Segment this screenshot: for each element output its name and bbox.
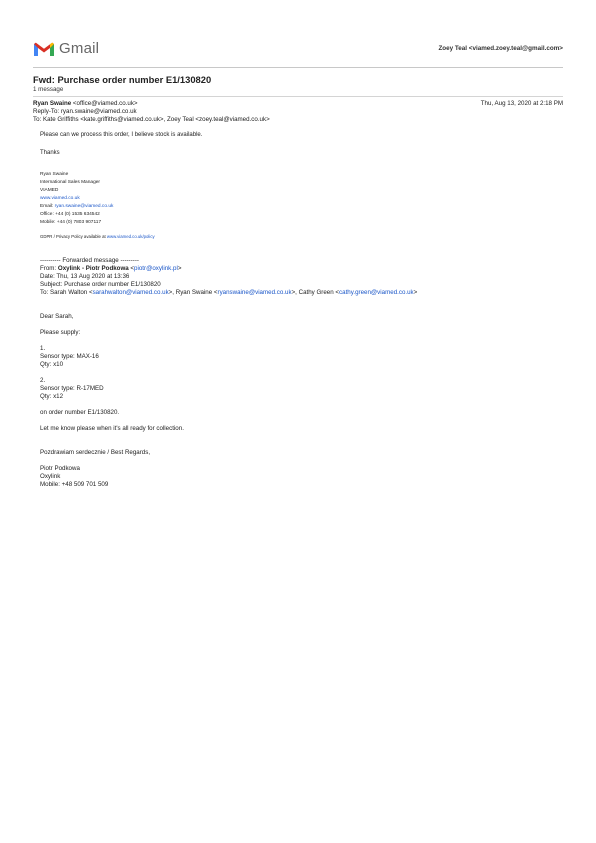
sender-name: Ryan Swaine bbox=[33, 100, 72, 107]
gdpr-policy-link[interactable]: www.viamed.co.uk/policy bbox=[106, 234, 155, 239]
forwarded-to-prefix: To: Sarah Walton < bbox=[40, 289, 93, 296]
recipients: To: Kate Griffiths <kate.griffiths@viamed.co.uk>, Zoey Teal <zoey.teal@viamed.co.uk> bbox=[33, 116, 270, 123]
recipient-email-link[interactable]: sarahwalton@viamed.co.uk bbox=[92, 289, 169, 296]
gmail-wordmark: Gmail bbox=[59, 40, 100, 57]
account-identity: Zoey Teal <viamed.zoey.teal@gmail.com> bbox=[438, 45, 563, 52]
forwarded-date: Date: Thu, 13 Aug 2020 at 13:36 bbox=[40, 273, 130, 280]
forwarded-to bbox=[40, 289, 417, 297]
message-count: 1 message bbox=[33, 86, 64, 93]
gdpr-label: GDPR / Privacy Policy available at bbox=[40, 234, 107, 239]
recipient-email-link[interactable]: cathy.green@viamed.co.uk bbox=[339, 289, 414, 296]
forwarded-marker: ---------- Forwarded message --------- bbox=[40, 257, 139, 264]
reply-to: Reply-To: ryan.swaine@viamed.co.uk bbox=[33, 108, 137, 115]
body-line-request: Please can we process this order, I believe stock is available. bbox=[40, 132, 203, 138]
signature-mobile: Mobile: +44 (0) 7803 907117 bbox=[40, 220, 102, 225]
forwarded-from bbox=[40, 265, 181, 273]
message-sender bbox=[33, 100, 138, 108]
fw-sig-company: Oxylink bbox=[40, 473, 61, 480]
forwarded-from-close: > bbox=[177, 265, 182, 272]
signature-company: VIAMED bbox=[40, 188, 59, 193]
forwarded-to-sep: >, Ryan Swaine < bbox=[168, 289, 218, 296]
fw-item1-number: 1. bbox=[40, 345, 46, 352]
signature-email bbox=[40, 203, 113, 211]
signature-email-link[interactable]: ryan.swaine@viamed.co.uk bbox=[54, 204, 114, 209]
signature-email-label: Email: bbox=[40, 204, 55, 209]
fw-item1-type: Sensor type: MAX-16 bbox=[40, 353, 99, 360]
fw-collection-note: Let me know please when it's all ready for collection. bbox=[40, 425, 184, 432]
forwarded-to-suffix: > bbox=[413, 289, 418, 296]
signature-gdpr bbox=[40, 233, 155, 241]
signature-role: International Sales Manager bbox=[40, 180, 100, 185]
forwarded-from-email-link[interactable]: piotr@oxylink.pl bbox=[134, 265, 178, 272]
forwarded-to-sep: >, Cathy Green < bbox=[291, 289, 340, 296]
fw-item2-type: Sensor type: R-17MED bbox=[40, 385, 104, 392]
thread-divider bbox=[33, 96, 563, 97]
gmail-envelope-icon bbox=[33, 41, 55, 57]
signature-name: Ryan Swaine bbox=[40, 172, 69, 177]
thread-subject: Fwd: Purchase order number E1/130820 bbox=[33, 74, 212, 85]
forwarded-from-label: From: bbox=[40, 265, 58, 272]
gmail-header bbox=[33, 40, 563, 60]
fw-sig-mobile: Mobile: +48 509 701 509 bbox=[40, 481, 109, 488]
sender-email: <office@viamed.co.uk> bbox=[72, 100, 138, 107]
gmail-logo bbox=[33, 40, 99, 57]
forwarded-from-name: Oxylink - Piotr Podkowa bbox=[57, 265, 129, 272]
fw-regards: Pozdrawiam serdecznie / Best Regards, bbox=[40, 449, 151, 456]
header-divider bbox=[33, 67, 563, 68]
signature-office: Office: +44 (0) 1535 634542 bbox=[40, 212, 100, 217]
fw-intro: Please supply: bbox=[40, 329, 81, 336]
forwarded-subject: Subject: Purchase order number E1/130820 bbox=[40, 281, 161, 288]
fw-greeting: Dear Sarah, bbox=[40, 313, 74, 320]
recipient-email-link[interactable]: ryanswaine@viamed.co.uk bbox=[217, 289, 292, 296]
message-date: Thu, Aug 13, 2020 at 2:18 PM bbox=[480, 100, 563, 107]
forwarded-from-open: < bbox=[128, 265, 135, 272]
fw-item1-qty: Qty: x10 bbox=[40, 361, 64, 368]
fw-sig-name: Piotr Podkowa bbox=[40, 465, 80, 472]
fw-item2-qty: Qty: x12 bbox=[40, 393, 64, 400]
fw-order-reference: on order number E1/130820. bbox=[40, 409, 120, 416]
fw-item2-number: 2. bbox=[40, 377, 46, 384]
body-line-thanks: Thanks bbox=[40, 150, 60, 156]
signature-website-link[interactable]: www.viamed.co.uk bbox=[40, 196, 80, 201]
